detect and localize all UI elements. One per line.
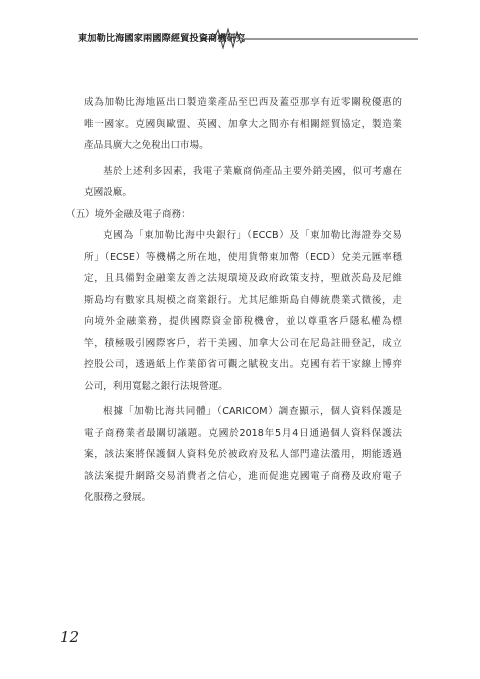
text-line: 所」（ECSE）等機構之所在地，使用貨幣東加幣（ECD）兌美元匯率穩 xyxy=(84,251,402,263)
text-line: 電子商務業者最關切議題。克國於2018年5月4日通過個人資料保護法 xyxy=(84,427,402,439)
paragraph-3 xyxy=(84,225,402,397)
text-line: 該法案提升網路交易消費者之信心，進而促進克國電子商務及政府電子 xyxy=(84,470,402,482)
text-line: 克國為「東加勒比海中央銀行」（ECCB）及「東加勒比海證券交易 xyxy=(103,230,402,241)
page-body xyxy=(66,92,402,509)
page-number: 12 xyxy=(60,628,80,646)
section-heading: （五）境外金融及電子商務： xyxy=(66,208,191,220)
header-title: 東加勒比海國家兩國際經貿投資商機研究 xyxy=(78,33,246,44)
text-line: 成為加勒比海地區出口製造業產品至巴西及蓋亞那享有近零關稅優惠的 xyxy=(84,97,402,108)
text-line: 產品具廣大之免稅出口市場。 xyxy=(84,140,209,151)
text-line: 公司，利用寬鬆之銀行法規營運。 xyxy=(84,380,228,392)
text-line: 根據「加勒比海共同體」（CARICOM）調查顯示，個人資料保護是 xyxy=(103,406,402,417)
paragraph-4 xyxy=(84,401,402,509)
paragraph-2 xyxy=(84,161,402,204)
text-line: 克國設廠。 xyxy=(84,187,132,198)
text-line: 化服務之發展。 xyxy=(84,492,152,503)
text-line: 竿，積極吸引國際客戶，若干美國、加拿大公司在尼島註冊登記，成立 xyxy=(84,337,402,349)
header-wave-ornament xyxy=(206,26,418,50)
running-header xyxy=(78,26,418,50)
text-line: 唯一國家。克國與歐盟、英國、加拿大之間亦有相關經貿協定，製造業 xyxy=(84,118,402,130)
text-line: 案，該法案將保護個人資料免於被政府及私人部門違法濫用，期能透過 xyxy=(84,449,402,460)
paragraph-1 xyxy=(84,92,402,157)
text-line: 控股公司，透過紙上作業節省可觀之賦稅支出。克國有若干家線上博弈 xyxy=(84,359,402,370)
text-line: 基於上述利多因素，我電子業廠商倘產品主要外銷美國，似可考慮在 xyxy=(103,165,402,177)
text-line: 向境外金融業務，提供國際資金節稅機會，並以尊重客戶隱私權為標 xyxy=(84,316,402,327)
text-line: 斯島均有數家具規模之商業銀行。尤其尼維斯島自傳統農業式微後，走 xyxy=(84,294,402,306)
text-line: 定，且具備對金融業友善之法規環境及政府政策支持，聖啟茨島及尼維 xyxy=(84,273,402,284)
